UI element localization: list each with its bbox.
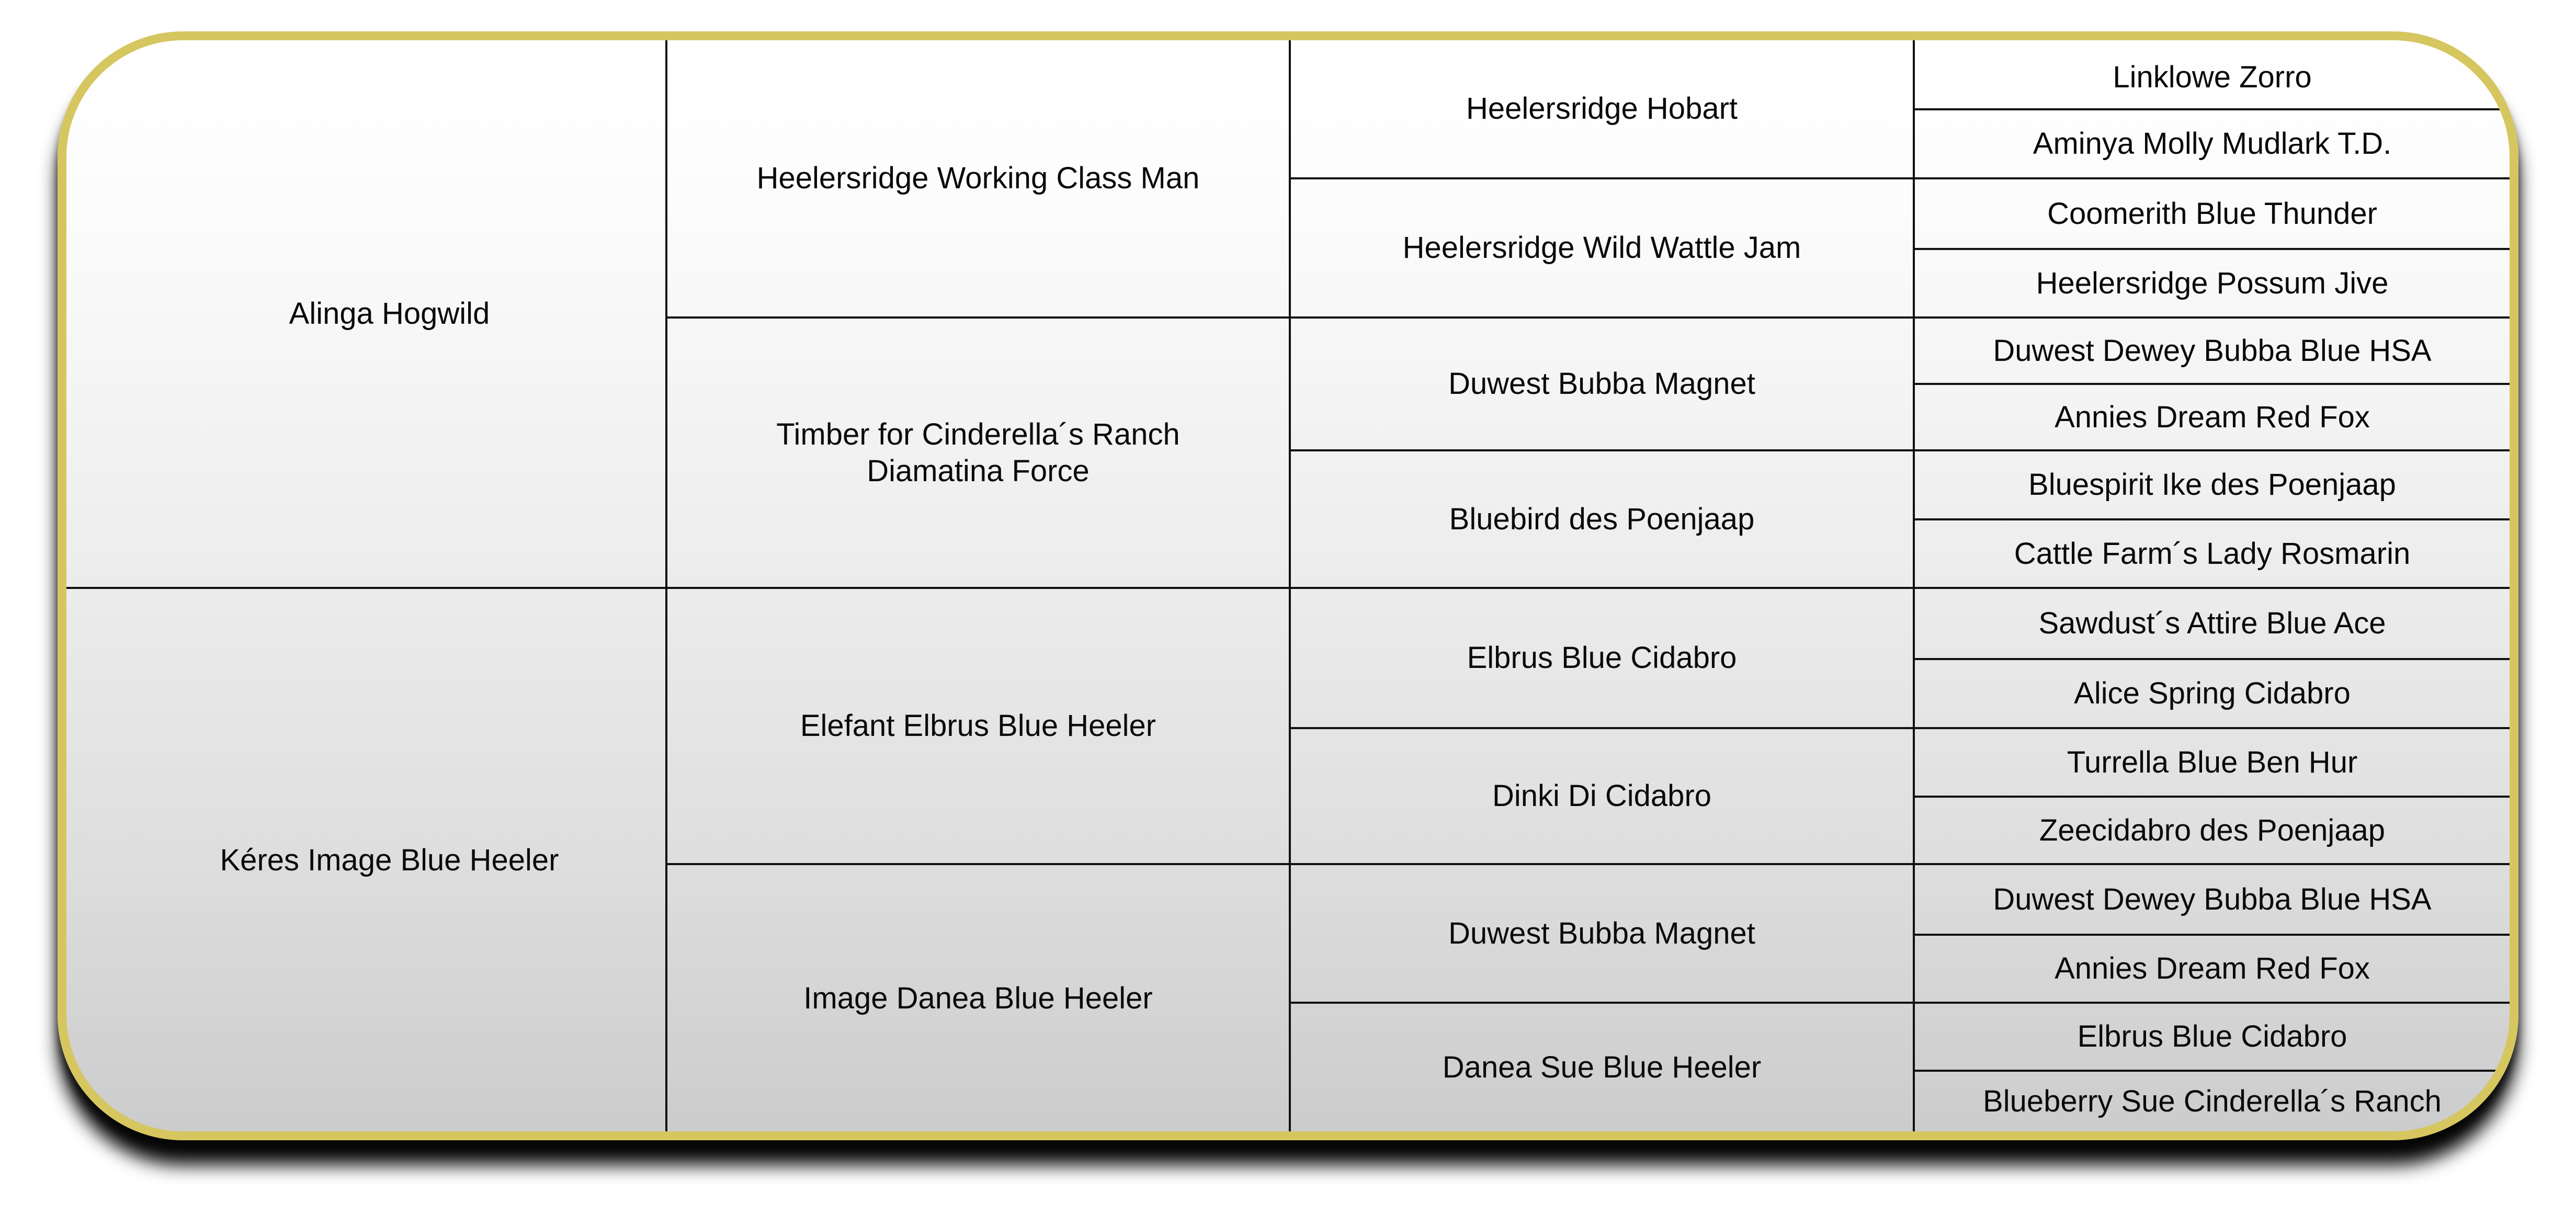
gen4-cell [1915, 729, 2510, 796]
grandparent-cell [667, 40, 1289, 316]
dam-name: Kéres Image Blue Heeler [220, 843, 559, 877]
pedigree-table [66, 40, 2510, 1131]
gen4-name: Zeecidabro des Poenjaap [2039, 813, 2386, 847]
grandparent-cell [667, 319, 1289, 587]
gen4-name: Sawdust´s Attire Blue Ace [2038, 606, 2386, 641]
gen4-cell [1915, 319, 2510, 383]
gen4-cell [1915, 385, 2510, 449]
gen4-cell [1915, 865, 2510, 934]
great-grandparent-name: Heelersridge Hobart [1466, 92, 1738, 126]
great-grandparent-name: Duwest Bubba Magnet [1448, 916, 1755, 950]
grandparent-cell [667, 865, 1289, 1131]
gen4-name: Annies Dream Red Fox [2055, 400, 2370, 434]
gen4-name: Annies Dream Red Fox [2055, 951, 2370, 986]
gen4-name: Duwest Dewey Bubba Blue HSA [1993, 333, 2432, 368]
dam [66, 589, 665, 1131]
great-grandparent-cell [1291, 40, 1913, 177]
gen4-cell [1915, 451, 2510, 518]
great-grandparent-name: Elbrus Blue Cidabro [1467, 641, 1737, 675]
gen4-cell [1915, 40, 2510, 108]
gen4-name: Cattle Farm´s Lady Rosmarin [2014, 536, 2411, 571]
pedigree-card [58, 31, 2518, 1140]
great-grandparent-name: Heelersridge Wild Wattle Jam [1402, 231, 1801, 265]
grandparent-name: Image Danea Blue Heeler [803, 981, 1153, 1015]
great-grandparent-cell [1291, 1004, 1913, 1131]
gen4-name: Turrella Blue Ben Hur [2067, 745, 2358, 779]
gen4-cell [1915, 520, 2510, 587]
gen4-cell [1915, 589, 2510, 658]
gen4-name: Bluespirit Ike des Poenjaap [2028, 468, 2396, 502]
great-grandparent-name: Bluebird des Poenjaap [1449, 502, 1755, 536]
gen4-name: Linklowe Zorro [2113, 60, 2312, 95]
gen4-cell [1915, 660, 2510, 727]
grandparent-cell [667, 589, 1289, 863]
sire [66, 40, 665, 587]
great-grandparent-cell [1291, 729, 1913, 863]
gen4-cell [1915, 798, 2510, 863]
grandparent-name: Elefant Elbrus Blue Heeler [800, 709, 1156, 743]
great-grandparent-cell [1291, 589, 1913, 727]
grandparent-name: Heelersridge Working Class Man [756, 161, 1200, 196]
great-grandparent-cell [1291, 179, 1913, 316]
great-grandparent-name: Danea Sue Blue Heeler [1442, 1050, 1762, 1085]
gen4-name: Heelersridge Possum Jive [2036, 266, 2389, 300]
gen4-name: Duwest Dewey Bubba Blue HSA [1993, 882, 2432, 916]
gen4-name: Blueberry Sue Cinderella´s Ranch [1983, 1084, 2442, 1119]
gen4-cell [1915, 1072, 2510, 1131]
gen4-name: Elbrus Blue Cidabro [2077, 1019, 2347, 1054]
sire-name: Alinga Hogwild [289, 296, 490, 331]
great-grandparent-cell [1291, 865, 1913, 1002]
gen4-cell [1915, 936, 2510, 1002]
gen4-name: Alice Spring Cidabro [2074, 676, 2351, 711]
great-grandparent-name: Duwest Bubba Magnet [1448, 367, 1755, 401]
gen4-cell [1915, 250, 2510, 316]
great-grandparent-cell [1291, 451, 1913, 587]
gen4-cell [1915, 1004, 2510, 1070]
grandparent-name: Timber for Cinderella´s Ranch Diamatina Force [776, 417, 1180, 488]
gen4-cell [1915, 110, 2510, 177]
gen4-name: Aminya Molly Mudlark T.D. [2033, 127, 2392, 161]
great-grandparent-cell [1291, 319, 1913, 449]
gen4-name: Coomerith Blue Thunder [2047, 196, 2377, 231]
great-grandparent-name: Dinki Di Cidabro [1492, 779, 1712, 813]
gen4-cell [1915, 179, 2510, 248]
